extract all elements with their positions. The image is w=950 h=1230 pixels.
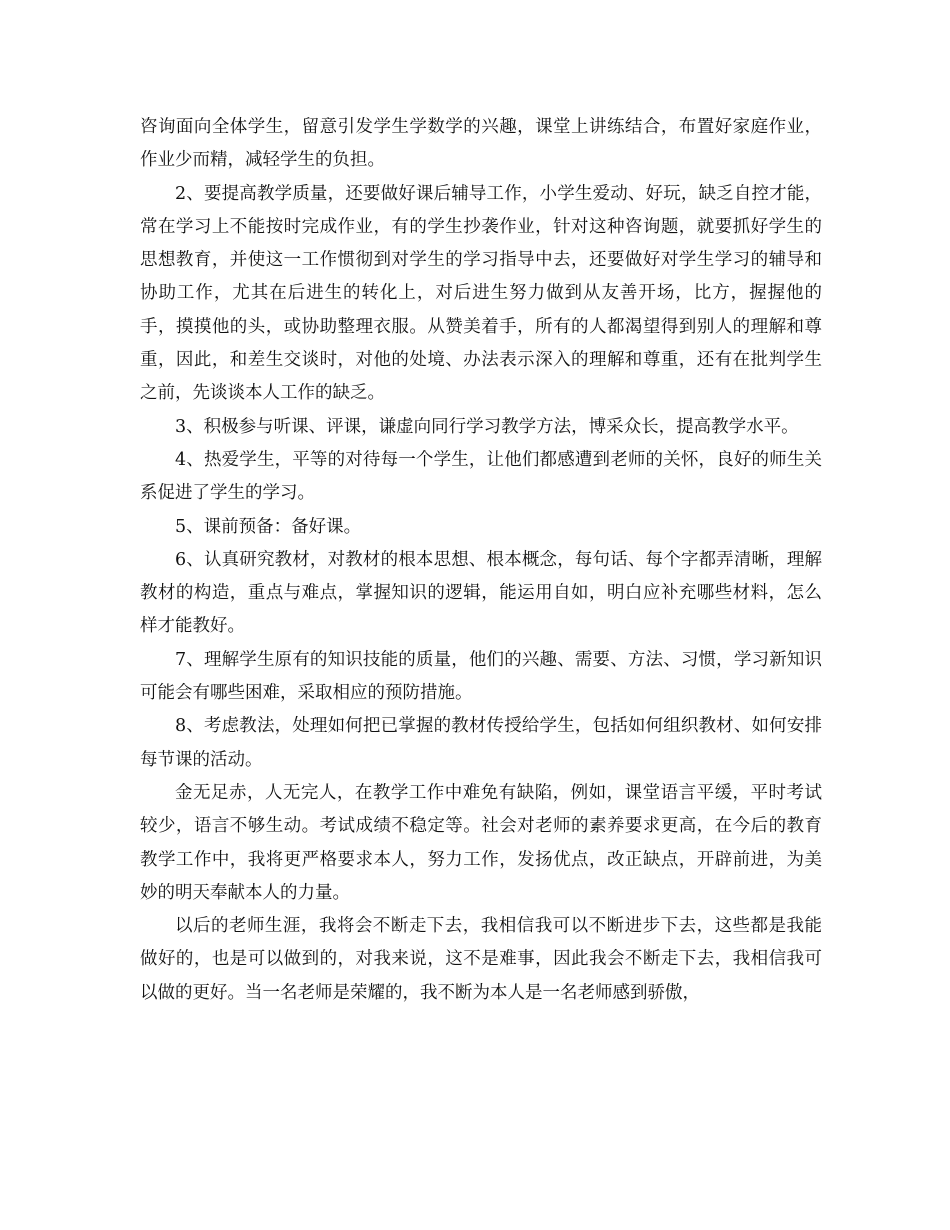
paragraph: 7、理解学生原有的知识技能的质量，他们的兴趣、需要、方法、习惯，学习新知识可能会有哪些困难，采取相应的预防措施。 <box>140 649 822 704</box>
paragraph: 金无足赤，人无完人，在教学工作中难免有缺陷，例如，课堂语言平缓，平时考试较少，语言不够生动。考试成绩不稳定等。社会对老师的素养要求更高，在今后的教育教学工作中，我将更严格要求本人，努力工作，发扬优点，改正缺点，开辟前进，为美妙的明天奉献本人的力量。 <box>140 782 822 903</box>
paragraph: 以后的老师生涯，我将会不断走下去，我相信我可以不断进步下去，这些都是我能做好的，也是可以做到的，对我来说，这不是难事，因此我会不断走下去，我相信我可以做的更好。当一名老师是荣耀的，我不断为本人是一名老师感到骄傲， <box>140 916 822 1003</box>
paragraph: 4、热爱学生，平等的对待每一个学生，让他们都感遭到老师的关怀，良好的师生关系促进了学生的学习。 <box>140 449 822 504</box>
document-body <box>140 111 822 1010</box>
paragraph: 8、考虑教法，处理如何把已掌握的教材传授给学生，包括如何组织教材、如何安排每节课的活动。 <box>140 716 822 770</box>
paragraph: 3、积极参与听课、评课，谦虚向同行学习教学方法，博采众长，提高教学水平。 <box>175 416 799 437</box>
paragraph: 咨询面向全体学生，留意引发学生学数学的兴趣，课堂上讲练结合，布置好家庭作业，作业少而精，减轻学生的负担。 <box>140 117 822 171</box>
paragraph: 6、认真研究教材，对教材的根本思想、根本概念，每句话、每个字都弄清晰，理解教材的构造，重点与难点，掌握知识的逻辑，能运用自如，明白应补充哪些材料，怎么样才能教好。 <box>140 549 822 637</box>
paragraph: 2、要提高教学质量，还要做好课后辅导工作，小学生爱动、好玩，缺乏自控才能，常在学习上不能按时完成作业，有的学生抄袭作业，针对这种咨询题，就要抓好学生的思想教育，并使这一工作惯彻到对学生的学习指导中去，还要做好对学生学习的辅导和协助工作，尤其在后进生的转化上，对后进生努力做到从友善开场，比方，握握他的手，摸摸他的头，或协助整理衣服。从赞美着手，所有的人都渴望得到别人的理解和尊重，因此，和差生交谈时，对他的处境、办法表示深入的理解和尊重，还有在批判学生之前，先谈谈本人工作的缺乏。 <box>140 183 822 404</box>
paragraph: 5、课前预备：备好课。 <box>175 516 362 537</box>
